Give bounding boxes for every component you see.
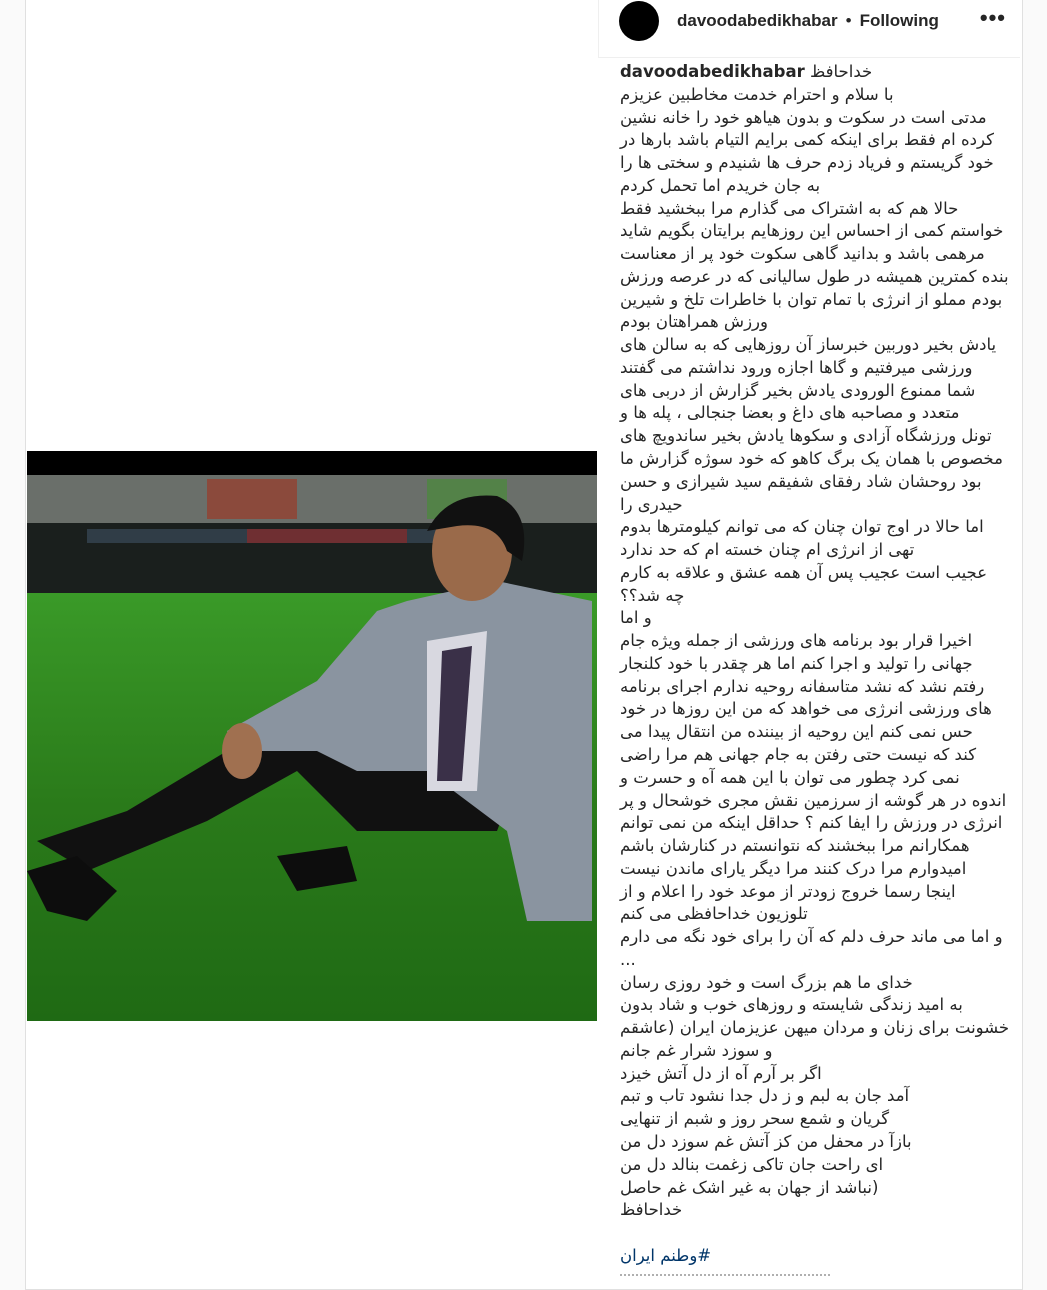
more-options-icon[interactable]: ••• [979, 5, 1006, 30]
caption-line: انرژی در ورزش را ایفا کنم ؟ حداقل اینکه من نمی توانم [620, 813, 1003, 833]
caption-line: بودم مملو از انرژی با تمام توان با خاطرات تلخ و شیرین [620, 289, 1003, 309]
caption-line: متعدد و مصاحبه های داغ و بعضا جنجالی ، پله ها و [620, 403, 960, 423]
caption-line: عجیب است عجیب پس آن همه عشق و علاقه به کارم [620, 562, 988, 582]
caption-username[interactable]: davoodabedikhabar [620, 62, 805, 81]
caption-line: حس نمی کنم این روحیه از بیننده من انتقال پیدا می [620, 722, 973, 742]
caption-line: مدتی است در سکوت و بدون هیاهو خود را خانه نشین [620, 107, 987, 127]
post-header [598, 0, 1020, 58]
caption-line: اخیرا قرار بود برنامه های ورزشی از جمله ویژه جام [620, 631, 973, 651]
caption-line: اندوه در هر گوشه از سرزمین نقش مجری خوشحال و پر [620, 790, 1007, 810]
caption-line: های ورزشی انرژی می خواهد که من این روزها در خود [620, 699, 992, 719]
caption-line: بنده کمترین همیشه در طول سالیانی که در عرصه ورزش [620, 266, 1009, 286]
caption-line: نمی کرد چطور می توان با این همه آه و حسرت و [620, 767, 960, 787]
caption-line: به امید زندگی شایسته و روزهای خوب و شاد بدون [620, 995, 963, 1015]
caption-line: امیدوارم مرا درک کنند مرا دیگر یارای ماندن نیست [620, 858, 967, 878]
caption-line: تونل ورزشگاه آزادی و سکوها یادش بخیر ساندویچ های [620, 426, 992, 446]
caption-line: تهی از انرژی ام چنان خسته ام که حد ندارد [620, 540, 915, 560]
caption-line: اینجا رسما خروج زودتر از موعد خود را اعلام و از [620, 881, 956, 901]
caption-line: خدای ما هم بزرگ است و خود روزی رسان [620, 972, 913, 992]
caption-first-line [620, 61, 1010, 84]
separator-dot: • [845, 11, 852, 30]
caption-line: مرهمی باشد و بدانید گاهی سکوت خود پر از معناست [620, 244, 985, 264]
caption-line: رفتم نشد که نشد متاسفانه روحیه ندارم اجرای برنامه [620, 676, 985, 696]
comments-link-cutoff [620, 1274, 830, 1284]
caption-line: و اما [620, 608, 652, 628]
caption-line: و سوزد شرار غم جانم [620, 1040, 773, 1060]
caption-line: ... [620, 949, 636, 969]
caption-line: همکارانم مرا ببخشند که نتوانستم در کنارشان باشم [620, 836, 970, 856]
caption-line: (نباشد از جهان به غیر اشک غم حاصل [620, 1177, 879, 1197]
following-button[interactable]: Following [859, 11, 939, 30]
caption-line: تلوزیون خداحافظی می کنم [620, 904, 808, 924]
caption-line: خداحافظ [620, 1200, 683, 1220]
caption-line: گریان و شمع سحر روز و شبم از تنهایی [620, 1109, 890, 1129]
caption-line: با سلام و احترام خدمت مخاطبین عزیزم [620, 84, 894, 104]
caption-line: خواستم کمی از احساس این روزهایم برایتان بگویم شاید [620, 221, 1004, 241]
caption-line: آمد جان به لبم و ز دل جدا نشود تاب و تبم [620, 1086, 910, 1106]
caption-line: حیدری را [620, 494, 683, 514]
caption-line: ورزشی میرفتیم و گاها اجازه ورود نداشتم می گفتند [620, 357, 973, 377]
caption-line: به جان خریدم اما تحمل کردم [620, 175, 821, 195]
caption-line: یادش بخیر دوربین خبرساز آن روزهایی که به سالن های [620, 335, 997, 355]
caption-line: خشونت برای زنان و مردان میهن عزیزمان ایران (عاشقم [620, 1018, 1010, 1038]
post-photo[interactable] [27, 451, 597, 1021]
avatar[interactable] [619, 1, 659, 41]
caption-line: شما ممنوع الورودی یادش بخیر گزارش از دربی های [620, 380, 976, 400]
photo-top-band [27, 451, 597, 475]
header-username[interactable]: davoodabedikhabar [677, 11, 838, 30]
caption-line: خود گریستم و فریاد زدم حرف ها شنیدم و سختی ها را [620, 153, 994, 173]
hashtag-link[interactable]: #وطنم ایران [620, 1246, 712, 1265]
caption-body [620, 84, 1010, 1222]
caption-line: و اما می ماند حرف دلم که آن را برای خود نگه می دارم [620, 927, 1003, 947]
caption [620, 61, 1010, 1222]
caption-line: کرده ام فقط برای اینکه کمی برایم التیام باشد بارها در [620, 130, 994, 150]
caption-line: ای راحت جان تاکی زغمت بنالد دل من [620, 1154, 884, 1174]
caption-line: جهانی را تولید و اجرا کنم اما هر چقدر با خود کلنجار [620, 653, 973, 673]
caption-text-first: خداحافظ [809, 62, 873, 81]
caption-line: اگر بر آرم آه از دل آتش خیزد [620, 1063, 822, 1083]
caption-line: بازآ در محفل من کز آتش غم سوزد دل من [620, 1131, 912, 1151]
caption-line: ورزش همراهتان بودم [620, 312, 768, 332]
caption-line: مخصوص با همان یک برگ کاهو که خود سوژه گزارش ما [620, 449, 1003, 469]
caption-line: کند که نیست حتی رفتن به جام جهانی هم مرا راضی [620, 744, 977, 764]
caption-line: حالا هم که به اشتراک می گذارم مرا ببخشید فقط [620, 198, 959, 218]
caption-line: بود روحشان شاد رفقای شفیقم سید شیرازی و حسن [620, 471, 982, 491]
hand [222, 723, 262, 779]
caption-line: چه شد؟؟ [620, 585, 685, 605]
caption-line: اما حالا در اوج توان چنان که می توانم کیلومترها بدوم [620, 517, 984, 537]
